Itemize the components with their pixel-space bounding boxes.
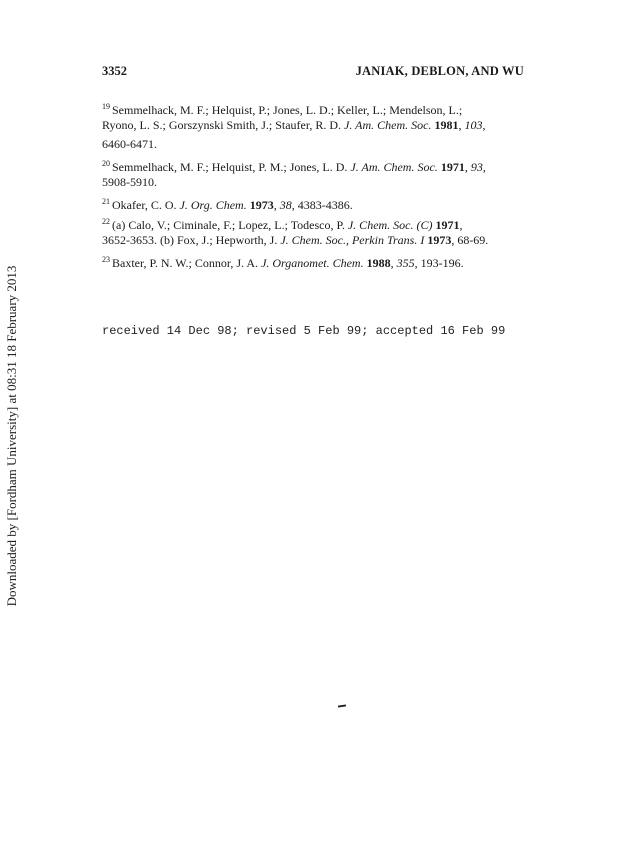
running-head: JANIAK, DEBLON, AND WU bbox=[355, 64, 524, 78]
reference-segment: 1981 bbox=[434, 118, 459, 133]
reference-segment: Okafer, C. O. bbox=[112, 198, 180, 213]
reference-line bbox=[102, 231, 524, 250]
reference-segment: , 68-69. bbox=[451, 232, 489, 247]
reference-segment: 1988 bbox=[366, 255, 391, 270]
reference-segment: , bbox=[458, 118, 465, 133]
references-list bbox=[102, 97, 524, 269]
reference-segment: , 4383-4386. bbox=[291, 198, 353, 213]
reference-segment: Semmelhack, M. F.; Helquist, P. M.; Jones, L. D. bbox=[112, 160, 351, 175]
download-watermark-text: Downloaded by [Fordham University] at 08:31 18 February 2013 bbox=[4, 265, 19, 607]
reference-line bbox=[102, 250, 524, 269]
reference-line bbox=[102, 135, 524, 154]
reference-segment: Baxter, P. N. W.; Connor, J. A. bbox=[112, 255, 262, 270]
reference-number: 22 bbox=[102, 216, 110, 226]
reference-segment: , bbox=[273, 198, 280, 213]
reference-segment: 1971 bbox=[440, 160, 465, 175]
reference-segment: J. Org. Chem. bbox=[179, 198, 247, 213]
stray-mark bbox=[338, 704, 346, 707]
reference-segment: 93 bbox=[470, 160, 483, 175]
reference-segment: 1973 bbox=[427, 232, 452, 247]
page-header bbox=[102, 64, 524, 80]
reference-segment: J. Chem. Soc. (C) bbox=[347, 217, 433, 232]
reference-segment: 355 bbox=[396, 255, 415, 270]
reference-segment: , bbox=[459, 217, 463, 232]
reference-segment: 103 bbox=[464, 118, 483, 133]
reference-number: 19 bbox=[102, 102, 110, 111]
reference-number: 23 bbox=[102, 254, 110, 264]
reference-segment: , bbox=[464, 160, 471, 175]
reference-segment: J. Chem. Soc., Perkin Trans. I bbox=[280, 232, 425, 247]
reference-line bbox=[102, 173, 524, 192]
reference-segment: 3652-3653. (b) Fox, J.; Hepworth, J. bbox=[102, 232, 281, 247]
reference-segment: J. Am. Chem. Soc. bbox=[344, 118, 432, 133]
reference-line bbox=[102, 97, 524, 116]
reference-segment: , bbox=[482, 160, 486, 175]
reference-segment: Semmelhack, M. F.; Helquist, P.; Jones, L. D.; Keller, L.; Mendelson, L.; bbox=[112, 103, 463, 117]
reference-segment: 6460-6471. bbox=[102, 137, 157, 152]
download-watermark bbox=[4, 256, 20, 616]
reference-line bbox=[102, 154, 524, 173]
reference-line bbox=[102, 116, 524, 135]
reference-number: 21 bbox=[102, 197, 110, 207]
received-dates: received 14 Dec 98; revised 5 Feb 99; accepted 16 Feb 99 bbox=[102, 324, 506, 338]
reference-segment: 38 bbox=[279, 198, 292, 213]
reference-segment: 5908-5910. bbox=[102, 175, 157, 190]
reference-segment: (a) Calo, V.; Ciminale, F.; Lopez, L.; Todesco, P. bbox=[112, 217, 348, 232]
reference-line bbox=[102, 212, 524, 231]
reference-segment: J. Am. Chem. Soc. bbox=[350, 160, 438, 175]
reference-segment: , bbox=[390, 255, 397, 270]
reference-segment: 1971 bbox=[435, 217, 460, 232]
reference-line bbox=[102, 192, 524, 211]
reference-segment: , bbox=[482, 118, 486, 133]
reference-segment: J. Organomet. Chem. bbox=[261, 255, 364, 270]
page-number: 3352 bbox=[102, 64, 127, 78]
reference-segment: Ryono, L. S.; Gorszynski Smith, J.; Staufer, R. D. bbox=[102, 118, 345, 133]
reference-number: 20 bbox=[102, 159, 110, 169]
reference-segment: , 193-196. bbox=[414, 255, 464, 270]
reference-segment: 1973 bbox=[249, 198, 274, 213]
